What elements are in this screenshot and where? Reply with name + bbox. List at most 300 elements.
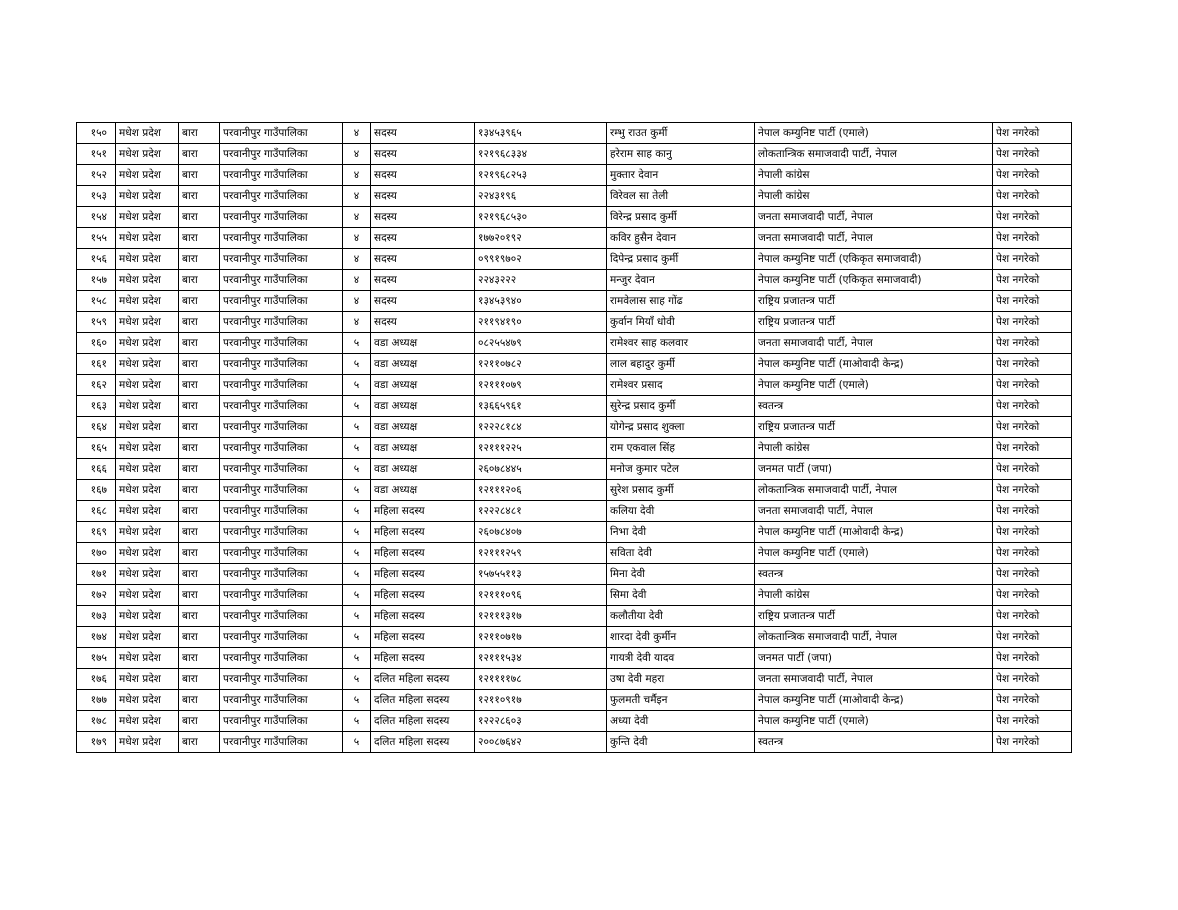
cell-party: नेपाली कांग्रेस xyxy=(755,165,993,186)
table-row xyxy=(77,228,1072,249)
cell-status: पेश नगरेको xyxy=(993,669,1072,690)
cell-post: दलित महिला सदस्य xyxy=(371,690,475,711)
cell-province: मधेश प्रदेश xyxy=(116,459,179,480)
cell-district: बारा xyxy=(179,459,220,480)
cell-status: पेश नगरेको xyxy=(993,627,1072,648)
cell-district: बारा xyxy=(179,375,220,396)
cell-candidate-name: गायत्री देवी यादव xyxy=(607,648,755,669)
cell-ward: ५ xyxy=(343,711,371,732)
cell-province: मधेश प्रदेश xyxy=(116,732,179,753)
cell-ward: ४ xyxy=(343,165,371,186)
cell-post: महिला सदस्य xyxy=(371,564,475,585)
cell-ward: ५ xyxy=(343,459,371,480)
cell-status: पेश नगरेको xyxy=(993,249,1072,270)
cell-district: बारा xyxy=(179,522,220,543)
cell-citizenship-number: १२११०७१७ xyxy=(475,627,607,648)
cell-party: राष्ट्रिय प्रजातन्त्र पार्टी xyxy=(755,291,993,312)
cell-party: नेपाल कम्युनिष्ट पार्टी (एमाले) xyxy=(755,375,993,396)
cell-post: सदस्य xyxy=(371,123,475,144)
cell-municipality: परवानीपुर गाउँपालिका xyxy=(220,207,343,228)
candidate-table xyxy=(76,122,1072,753)
cell-citizenship-number: १२१११२५९ xyxy=(475,543,607,564)
cell-candidate-name: सिमा देवी xyxy=(607,585,755,606)
cell-post: वडा अध्यक्ष xyxy=(371,396,475,417)
cell-serial-number: १६० xyxy=(77,333,116,354)
cell-status: पेश नगरेको xyxy=(993,585,1072,606)
cell-candidate-name: लाल बहादुर कुर्मी xyxy=(607,354,755,375)
cell-serial-number: १७३ xyxy=(77,606,116,627)
cell-serial-number: १५५ xyxy=(77,228,116,249)
cell-ward: ५ xyxy=(343,585,371,606)
cell-serial-number: १५० xyxy=(77,123,116,144)
cell-citizenship-number: १२१९६८३३४ xyxy=(475,144,607,165)
cell-municipality: परवानीपुर गाउँपालिका xyxy=(220,543,343,564)
cell-serial-number: १७८ xyxy=(77,711,116,732)
cell-ward: ५ xyxy=(343,690,371,711)
cell-serial-number: १७४ xyxy=(77,627,116,648)
table-row xyxy=(77,186,1072,207)
cell-party: नेपाल कम्युनिष्ट पार्टी (एकिकृत समाजवादी) xyxy=(755,270,993,291)
cell-municipality: परवानीपुर गाउँपालिका xyxy=(220,690,343,711)
cell-party: नेपाल कम्युनिष्ट पार्टी (एकिकृत समाजवादी) xyxy=(755,249,993,270)
cell-district: बारा xyxy=(179,333,220,354)
cell-post: महिला सदस्य xyxy=(371,585,475,606)
cell-candidate-name: योगेन्द्र प्रसाद शुक्ला xyxy=(607,417,755,438)
cell-serial-number: १६३ xyxy=(77,396,116,417)
cell-serial-number: १७० xyxy=(77,543,116,564)
cell-candidate-name: रामवेलास साह गोंढ xyxy=(607,291,755,312)
cell-status: पेश नगरेको xyxy=(993,501,1072,522)
cell-citizenship-number: २११९४१९० xyxy=(475,312,607,333)
cell-ward: ५ xyxy=(343,606,371,627)
cell-ward: ५ xyxy=(343,564,371,585)
cell-province: मधेश प्रदेश xyxy=(116,165,179,186)
cell-district: बारा xyxy=(179,144,220,165)
cell-candidate-name: कविर हुसैन देवान xyxy=(607,228,755,249)
cell-municipality: परवानीपुर गाउँपालिका xyxy=(220,165,343,186)
cell-ward: ४ xyxy=(343,249,371,270)
cell-province: मधेश प्रदेश xyxy=(116,375,179,396)
cell-province: मधेश प्रदेश xyxy=(116,543,179,564)
cell-citizenship-number: १२११०७८२ xyxy=(475,354,607,375)
cell-province: मधेश प्रदेश xyxy=(116,690,179,711)
cell-serial-number: १७९ xyxy=(77,732,116,753)
cell-serial-number: १७२ xyxy=(77,585,116,606)
cell-ward: ५ xyxy=(343,375,371,396)
cell-status: पेश नगरेको xyxy=(993,333,1072,354)
cell-municipality: परवानीपुर गाउँपालिका xyxy=(220,669,343,690)
table-row xyxy=(77,543,1072,564)
cell-district: बारा xyxy=(179,585,220,606)
cell-post: सदस्य xyxy=(371,144,475,165)
cell-status: पेश नगरेको xyxy=(993,690,1072,711)
cell-serial-number: १६९ xyxy=(77,522,116,543)
cell-post: वडा अध्यक्ष xyxy=(371,375,475,396)
cell-candidate-name: राम एकवाल सिंह xyxy=(607,438,755,459)
table-row xyxy=(77,123,1072,144)
cell-district: बारा xyxy=(179,648,220,669)
cell-ward: ४ xyxy=(343,312,371,333)
cell-candidate-name: रम्भु राउत कुर्मी xyxy=(607,123,755,144)
cell-status: पेश नगरेको xyxy=(993,732,1072,753)
cell-municipality: परवानीपुर गाउँपालिका xyxy=(220,459,343,480)
cell-citizenship-number: २६०७८४०७ xyxy=(475,522,607,543)
table-row xyxy=(77,711,1072,732)
cell-candidate-name: मिना देवी xyxy=(607,564,755,585)
cell-province: मधेश प्रदेश xyxy=(116,522,179,543)
cell-party: जनता समाजवादी पार्टी, नेपाल xyxy=(755,501,993,522)
cell-ward: ४ xyxy=(343,228,371,249)
cell-province: मधेश प्रदेश xyxy=(116,333,179,354)
cell-party: स्वतन्त्र xyxy=(755,732,993,753)
cell-municipality: परवानीपुर गाउँपालिका xyxy=(220,228,343,249)
cell-citizenship-number: १२१११३१७ xyxy=(475,606,607,627)
cell-province: मधेश प्रदेश xyxy=(116,585,179,606)
table-row xyxy=(77,480,1072,501)
cell-party: नेपाल कम्युनिष्ट पार्टी (एमाले) xyxy=(755,123,993,144)
cell-citizenship-number: १७७२०१९२ xyxy=(475,228,607,249)
cell-district: बारा xyxy=(179,291,220,312)
cell-serial-number: १५४ xyxy=(77,207,116,228)
cell-municipality: परवानीपुर गाउँपालिका xyxy=(220,648,343,669)
cell-ward: ५ xyxy=(343,627,371,648)
cell-party: नेपाल कम्युनिष्ट पार्टी (एमाले) xyxy=(755,711,993,732)
cell-municipality: परवानीपुर गाउँपालिका xyxy=(220,333,343,354)
cell-citizenship-number: १५७५५११३ xyxy=(475,564,607,585)
cell-post: सदस्य xyxy=(371,270,475,291)
cell-ward: ४ xyxy=(343,207,371,228)
table-row xyxy=(77,669,1072,690)
cell-serial-number: १६६ xyxy=(77,459,116,480)
table-row xyxy=(77,207,1072,228)
cell-district: बारा xyxy=(179,480,220,501)
cell-district: बारा xyxy=(179,606,220,627)
table-row xyxy=(77,396,1072,417)
cell-post: वडा अध्यक्ष xyxy=(371,438,475,459)
cell-municipality: परवानीपुर गाउँपालिका xyxy=(220,270,343,291)
cell-municipality: परवानीपुर गाउँपालिका xyxy=(220,249,343,270)
cell-status: पेश नगरेको xyxy=(993,207,1072,228)
cell-post: महिला सदस्य xyxy=(371,606,475,627)
cell-province: मधेश प्रदेश xyxy=(116,123,179,144)
cell-status: पेश नगरेको xyxy=(993,711,1072,732)
cell-status: पेश नगरेको xyxy=(993,270,1072,291)
cell-district: बारा xyxy=(179,627,220,648)
cell-municipality: परवानीपुर गाउँपालिका xyxy=(220,501,343,522)
cell-citizenship-number: १२२२८६०३ xyxy=(475,711,607,732)
cell-province: मधेश प्रदेश xyxy=(116,501,179,522)
cell-candidate-name: हरेराम साह कानु xyxy=(607,144,755,165)
cell-status: पेश नगरेको xyxy=(993,459,1072,480)
cell-candidate-name: शारदा देवी कुर्मीन xyxy=(607,627,755,648)
table-row xyxy=(77,501,1072,522)
cell-province: मधेश प्रदेश xyxy=(116,228,179,249)
cell-party: लोकतान्त्रिक समाजवादी पार्टी, नेपाल xyxy=(755,144,993,165)
cell-district: बारा xyxy=(179,354,220,375)
cell-province: मधेश प्रदेश xyxy=(116,249,179,270)
cell-district: बारा xyxy=(179,501,220,522)
cell-serial-number: १६२ xyxy=(77,375,116,396)
cell-citizenship-number: १३४५३९४० xyxy=(475,291,607,312)
cell-ward: ५ xyxy=(343,354,371,375)
cell-citizenship-number: ०८२५५४७९ xyxy=(475,333,607,354)
cell-party: राष्ट्रिय प्रजातन्त्र पार्टी xyxy=(755,606,993,627)
cell-province: मधेश प्रदेश xyxy=(116,396,179,417)
table-row xyxy=(77,354,1072,375)
cell-ward: ५ xyxy=(343,501,371,522)
cell-status: पेश नगरेको xyxy=(993,312,1072,333)
cell-municipality: परवानीपुर गाउँपालिका xyxy=(220,585,343,606)
cell-party: जनता समाजवादी पार्टी, नेपाल xyxy=(755,207,993,228)
cell-municipality: परवानीपुर गाउँपालिका xyxy=(220,186,343,207)
cell-status: पेश नगरेको xyxy=(993,186,1072,207)
cell-ward: ५ xyxy=(343,333,371,354)
cell-serial-number: १७५ xyxy=(77,648,116,669)
cell-status: पेश नगरेको xyxy=(993,354,1072,375)
cell-citizenship-number: १२१११०७९ xyxy=(475,375,607,396)
table-row xyxy=(77,564,1072,585)
cell-province: मधेश प्रदेश xyxy=(116,207,179,228)
cell-district: बारा xyxy=(179,207,220,228)
cell-citizenship-number: १२१९६८२५३ xyxy=(475,165,607,186)
cell-province: मधेश प्रदेश xyxy=(116,711,179,732)
cell-district: बारा xyxy=(179,543,220,564)
cell-serial-number: १५९ xyxy=(77,312,116,333)
cell-ward: ४ xyxy=(343,123,371,144)
cell-ward: ५ xyxy=(343,543,371,564)
cell-party: नेपाली कांग्रेस xyxy=(755,186,993,207)
cell-candidate-name: रामेश्वर प्रसाद xyxy=(607,375,755,396)
cell-party: जनमत पार्टी (जपा) xyxy=(755,459,993,480)
cell-serial-number: १७७ xyxy=(77,690,116,711)
cell-serial-number: १७१ xyxy=(77,564,116,585)
cell-post: वडा अध्यक्ष xyxy=(371,459,475,480)
cell-citizenship-number: १२१९६८५३० xyxy=(475,207,607,228)
cell-citizenship-number: २२४३२२२ xyxy=(475,270,607,291)
cell-candidate-name: सुरेश प्रसाद कुर्मी xyxy=(607,480,755,501)
cell-post: सदस्य xyxy=(371,165,475,186)
cell-citizenship-number: १२१११२०६ xyxy=(475,480,607,501)
cell-municipality: परवानीपुर गाउँपालिका xyxy=(220,291,343,312)
cell-party: स्वतन्त्र xyxy=(755,396,993,417)
cell-post: सदस्य xyxy=(371,228,475,249)
table-row xyxy=(77,312,1072,333)
cell-district: बारा xyxy=(179,669,220,690)
cell-party: लोकतान्त्रिक समाजवादी पार्टी, नेपाल xyxy=(755,480,993,501)
cell-serial-number: १७६ xyxy=(77,669,116,690)
cell-district: बारा xyxy=(179,228,220,249)
cell-citizenship-number: ०९९१९७०२ xyxy=(475,249,607,270)
cell-ward: ५ xyxy=(343,669,371,690)
cell-status: पेश नगरेको xyxy=(993,543,1072,564)
cell-municipality: परवानीपुर गाउँपालिका xyxy=(220,732,343,753)
cell-party: स्वतन्त्र xyxy=(755,564,993,585)
cell-ward: ४ xyxy=(343,186,371,207)
table-row xyxy=(77,606,1072,627)
cell-post: महिला सदस्य xyxy=(371,543,475,564)
cell-status: पेश नगरेको xyxy=(993,417,1072,438)
cell-province: मधेश प्रदेश xyxy=(116,480,179,501)
cell-citizenship-number: १२१११२२५ xyxy=(475,438,607,459)
cell-post: दलित महिला सदस्य xyxy=(371,669,475,690)
cell-candidate-name: कुन्ति देवी xyxy=(607,732,755,753)
cell-municipality: परवानीपुर गाउँपालिका xyxy=(220,564,343,585)
cell-district: बारा xyxy=(179,186,220,207)
cell-party: नेपाल कम्युनिष्ट पार्टी (एमाले) xyxy=(755,543,993,564)
cell-serial-number: १६१ xyxy=(77,354,116,375)
cell-province: मधेश प्रदेश xyxy=(116,648,179,669)
cell-status: पेश नगरेको xyxy=(993,144,1072,165)
table-row xyxy=(77,291,1072,312)
cell-post: दलित महिला सदस्य xyxy=(371,711,475,732)
cell-candidate-name: मुक्तार देवान xyxy=(607,165,755,186)
table-row xyxy=(77,144,1072,165)
cell-candidate-name: दिपेन्द्र प्रसाद कुर्मी xyxy=(607,249,755,270)
cell-province: मधेश प्रदेश xyxy=(116,417,179,438)
cell-post: वडा अध्यक्ष xyxy=(371,480,475,501)
table-row xyxy=(77,165,1072,186)
cell-post: सदस्य xyxy=(371,249,475,270)
cell-candidate-name: मनोज कुमार पटेल xyxy=(607,459,755,480)
cell-serial-number: १६४ xyxy=(77,417,116,438)
table-row xyxy=(77,522,1072,543)
cell-status: पेश नगरेको xyxy=(993,480,1072,501)
cell-candidate-name: सविता देवी xyxy=(607,543,755,564)
cell-district: बारा xyxy=(179,249,220,270)
cell-ward: ५ xyxy=(343,438,371,459)
cell-party: जनमत पार्टी (जपा) xyxy=(755,648,993,669)
cell-municipality: परवानीपुर गाउँपालिका xyxy=(220,711,343,732)
cell-ward: ५ xyxy=(343,396,371,417)
cell-municipality: परवानीपुर गाउँपालिका xyxy=(220,396,343,417)
cell-municipality: परवानीपुर गाउँपालिका xyxy=(220,144,343,165)
cell-status: पेश नगरेको xyxy=(993,123,1072,144)
cell-municipality: परवानीपुर गाउँपालिका xyxy=(220,354,343,375)
cell-citizenship-number: १२११११७८ xyxy=(475,669,607,690)
cell-district: बारा xyxy=(179,690,220,711)
table-row xyxy=(77,627,1072,648)
cell-candidate-name: रामेश्वर साह कलवार xyxy=(607,333,755,354)
cell-party: जनता समाजवादी पार्टी, नेपाल xyxy=(755,669,993,690)
cell-municipality: परवानीपुर गाउँपालिका xyxy=(220,627,343,648)
cell-post: वडा अध्यक्ष xyxy=(371,354,475,375)
cell-citizenship-number: १२१११५३४ xyxy=(475,648,607,669)
cell-post: महिला सदस्य xyxy=(371,648,475,669)
cell-province: मधेश प्रदेश xyxy=(116,438,179,459)
cell-status: पेश नगरेको xyxy=(993,564,1072,585)
cell-serial-number: १५८ xyxy=(77,291,116,312)
cell-serial-number: १५३ xyxy=(77,186,116,207)
cell-citizenship-number: १३६६५९६१ xyxy=(475,396,607,417)
table-row xyxy=(77,690,1072,711)
cell-serial-number: १६७ xyxy=(77,480,116,501)
cell-post: दलित महिला सदस्य xyxy=(371,732,475,753)
cell-post: महिला सदस्य xyxy=(371,522,475,543)
cell-municipality: परवानीपुर गाउँपालिका xyxy=(220,438,343,459)
cell-citizenship-number: १२११०९१७ xyxy=(475,690,607,711)
cell-party: राष्ट्रिय प्रजातन्त्र पार्टी xyxy=(755,417,993,438)
cell-party: राष्ट्रिय प्रजातन्त्र पार्टी xyxy=(755,312,993,333)
cell-province: मधेश प्रदेश xyxy=(116,354,179,375)
cell-candidate-name: कलिया देवी xyxy=(607,501,755,522)
cell-ward: ५ xyxy=(343,522,371,543)
table-row xyxy=(77,459,1072,480)
cell-ward: ४ xyxy=(343,291,371,312)
cell-serial-number: १५६ xyxy=(77,249,116,270)
cell-candidate-name: मन्जुर देवान xyxy=(607,270,755,291)
cell-municipality: परवानीपुर गाउँपालिका xyxy=(220,606,343,627)
cell-post: महिला सदस्य xyxy=(371,627,475,648)
cell-candidate-name: विरेवल सा तेली xyxy=(607,186,755,207)
cell-citizenship-number: १२२२८४८१ xyxy=(475,501,607,522)
cell-district: बारा xyxy=(179,312,220,333)
cell-district: बारा xyxy=(179,438,220,459)
cell-municipality: परवानीपुर गाउँपालिका xyxy=(220,480,343,501)
cell-candidate-name: निभा देवी xyxy=(607,522,755,543)
cell-ward: ४ xyxy=(343,144,371,165)
cell-district: बारा xyxy=(179,396,220,417)
table-row xyxy=(77,732,1072,753)
cell-province: मधेश प्रदेश xyxy=(116,144,179,165)
cell-province: मधेश प्रदेश xyxy=(116,564,179,585)
cell-serial-number: १५१ xyxy=(77,144,116,165)
cell-status: पेश नगरेको xyxy=(993,438,1072,459)
cell-post: महिला सदस्य xyxy=(371,501,475,522)
cell-district: बारा xyxy=(179,564,220,585)
cell-municipality: परवानीपुर गाउँपालिका xyxy=(220,522,343,543)
cell-citizenship-number: २२४३१९६ xyxy=(475,186,607,207)
cell-serial-number: १५२ xyxy=(77,165,116,186)
cell-municipality: परवानीपुर गाउँपालिका xyxy=(220,375,343,396)
cell-province: मधेश प्रदेश xyxy=(116,606,179,627)
cell-status: पेश नगरेको xyxy=(993,606,1072,627)
cell-municipality: परवानीपुर गाउँपालिका xyxy=(220,312,343,333)
cell-ward: ५ xyxy=(343,417,371,438)
table-body xyxy=(77,123,1072,753)
cell-province: मधेश प्रदेश xyxy=(116,291,179,312)
cell-post: सदस्य xyxy=(371,207,475,228)
cell-candidate-name: कलौतीया देवी xyxy=(607,606,755,627)
cell-serial-number: १६८ xyxy=(77,501,116,522)
cell-district: बारा xyxy=(179,165,220,186)
cell-ward: ५ xyxy=(343,480,371,501)
table-row xyxy=(77,333,1072,354)
cell-party: नेपाली कांग्रेस xyxy=(755,585,993,606)
cell-province: मधेश प्रदेश xyxy=(116,186,179,207)
cell-citizenship-number: १२१११०९६ xyxy=(475,585,607,606)
cell-party: नेपाल कम्युनिष्ट पार्टी (माओवादी केन्द्र) xyxy=(755,522,993,543)
cell-party: नेपाल कम्युनिष्ट पार्टी (माओवादी केन्द्र) xyxy=(755,690,993,711)
cell-status: पेश नगरेको xyxy=(993,291,1072,312)
table-row xyxy=(77,648,1072,669)
cell-candidate-name: अध्या देवी xyxy=(607,711,755,732)
cell-status: पेश नगरेको xyxy=(993,396,1072,417)
cell-district: बारा xyxy=(179,123,220,144)
cell-district: बारा xyxy=(179,732,220,753)
cell-status: पेश नगरेको xyxy=(993,165,1072,186)
cell-district: बारा xyxy=(179,270,220,291)
cell-status: पेश नगरेको xyxy=(993,375,1072,396)
cell-party: नेपाल कम्युनिष्ट पार्टी (माओवादी केन्द्र) xyxy=(755,354,993,375)
table-row xyxy=(77,375,1072,396)
cell-party: नेपाली कांग्रेस xyxy=(755,438,993,459)
cell-candidate-name: विरेन्द्र प्रसाद कुर्मी xyxy=(607,207,755,228)
cell-post: वडा अध्यक्ष xyxy=(371,333,475,354)
table-row xyxy=(77,438,1072,459)
cell-party: जनता समाजवादी पार्टी, नेपाल xyxy=(755,333,993,354)
cell-candidate-name: कुर्वान मियाँ धोवी xyxy=(607,312,755,333)
cell-candidate-name: उषा देवी महरा xyxy=(607,669,755,690)
